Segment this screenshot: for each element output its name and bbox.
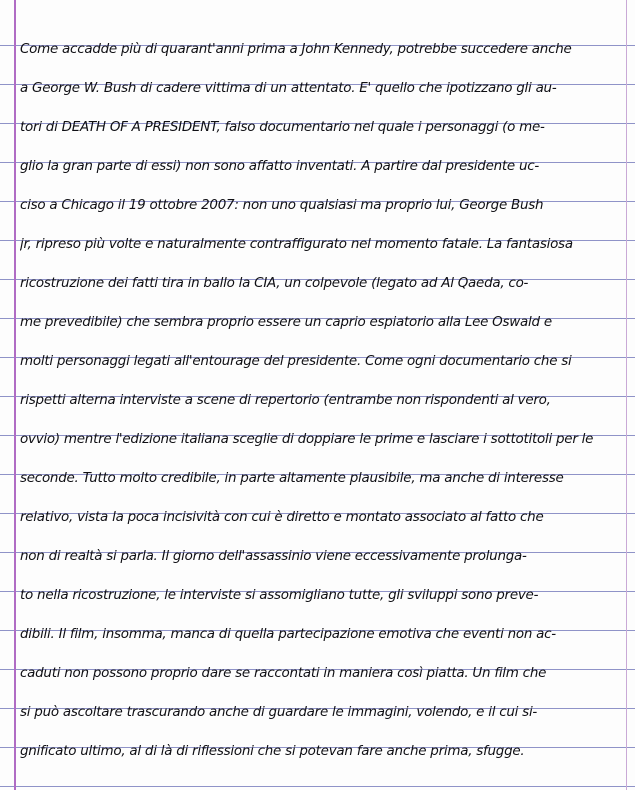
text-line: gnificato ultimo, al di là di riflessioni che si potevan fare anche prima, sfugge. [20, 743, 525, 759]
text-line: to nella ricostruzione, le interviste si assomigliano tutte, gli sviluppi sono preve- [20, 587, 539, 603]
text-line: rispetti alterna interviste a scene di repertorio (entrambe non rispondenti al vero, [20, 392, 551, 408]
text-line: tori di DEATH OF A PRESIDENT, falso documentario nel quale i personaggi (o me- [20, 119, 545, 135]
text-line: glio la gran parte di essi) non sono affatto inventati. A partire dal presidente uc- [20, 158, 540, 174]
handwritten-text [20, 30, 626, 771]
text-line: a George W. Bush di cadere vittima di un attentato. E' quello che ipotizzano gli au- [20, 80, 557, 96]
text-line: non di realtà si parla. Il giorno dell'assassinio viene eccessivamente prolunga- [20, 548, 527, 564]
text-line: relativo, vista la poca incisività con cui è diretto e montato associato al fatto che [20, 509, 544, 525]
right-margin-line [626, 0, 627, 790]
text-line: molti personaggi legati all'entourage del presidente. Come ogni documentario che si [20, 353, 572, 369]
text-line: ricostruzione dei fatti tira in ballo la CIA, un colpevole (legato ad Al Qaeda, co- [20, 275, 529, 291]
text-line: jr, ripreso più volte e naturalmente contraffigurato nel momento fatale. La fantasiosa [20, 236, 573, 252]
text-line: ciso a Chicago il 19 ottobre 2007: non uno qualsiasi ma proprio lui, George Bush [20, 197, 544, 213]
text-line: si può ascoltare trascurando anche di guardare le immagini, volendo, e il cui si- [20, 704, 538, 720]
text-line: caduti non possono proprio dare se raccontati in maniera così piatta. Un film che [20, 665, 547, 681]
text-line: dibili. Il film, insomma, manca di quella partecipazione emotiva che eventi non ac- [20, 626, 556, 642]
text-line: ovvio) mentre l'edizione italiana sceglie di doppiare le prime e lasciare i sottotitoli per le [20, 431, 594, 447]
text-line: seconde. Tutto molto credibile, in parte altamente plausibile, ma anche di interesse [20, 470, 564, 486]
text-line: Come accadde più di quarant'anni prima a John Kennedy, potrebbe succedere anche [20, 41, 572, 57]
text-line: me prevedibile) che sembra proprio essere un caprio espiatorio alla Lee Oswald e [20, 314, 552, 330]
left-margin-line [14, 0, 16, 790]
